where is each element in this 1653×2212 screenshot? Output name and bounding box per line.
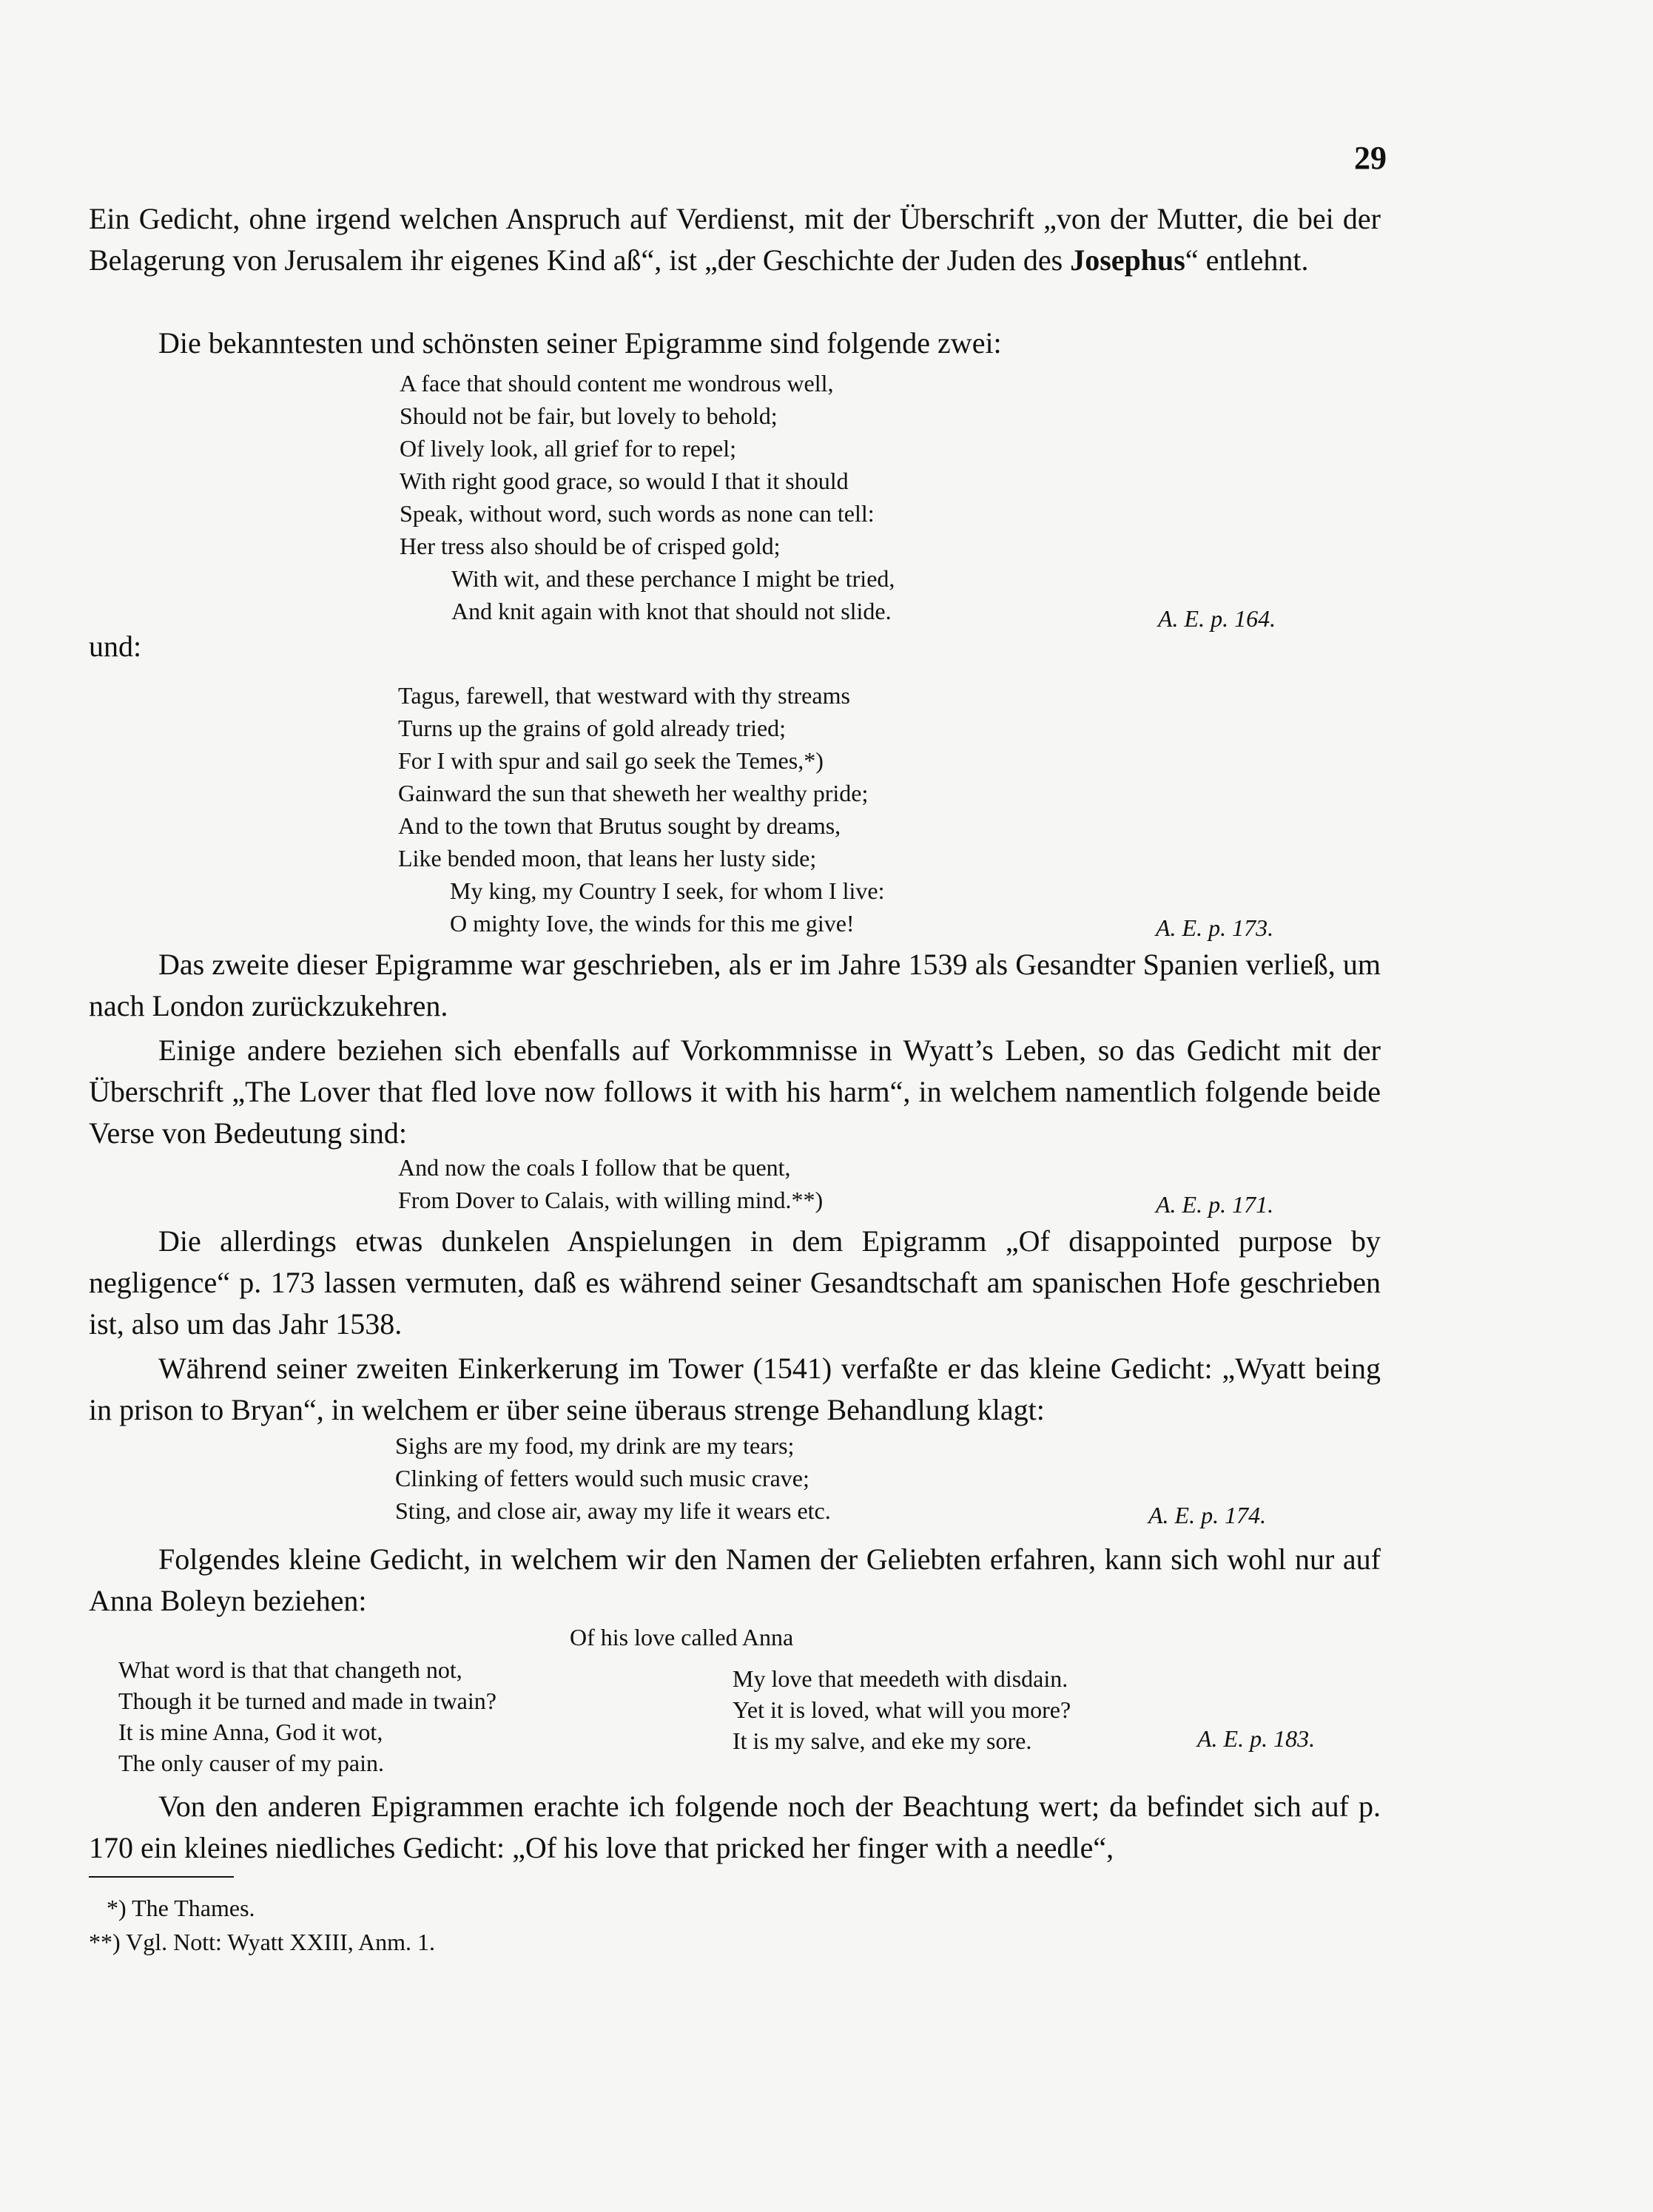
verse-line: Of lively look, all grief for to repel; bbox=[400, 435, 736, 462]
poem-title-anna: Of his love called Anna bbox=[570, 1624, 794, 1650]
footnote-rule bbox=[89, 1876, 234, 1878]
paragraph-needle: Von den anderen Epigrammen erachte ich folgende noch der Beachtung wert; da befindet sich auf p. 170 ein kleines niedliches Gedicht: „Of his love that pricked her finger with a needle“, bbox=[89, 1790, 1381, 1864]
paragraph-text: Ein Gedicht, ohne irgend welchen Anspruch auf Verdienst, mit der Überschrift „von der Mutter, die bei der Belagerung von Jerusalem ihr eigenes Kind aß“, ist „der Geschichte der Juden des bbox=[89, 202, 1381, 277]
verse-line: And to the town that Brutus sought by dreams, bbox=[398, 812, 841, 839]
reference-ae-164: A. E. p. 164. bbox=[1158, 605, 1276, 632]
verse-line: My king, my Country I seek, for whom I live: bbox=[450, 877, 885, 904]
verse-line: Yet it is loved, what will you more? bbox=[733, 1696, 1071, 1723]
verse-line: From Dover to Calais, with willing mind.**) bbox=[398, 1187, 824, 1213]
paragraph-text: “ entlehnt. bbox=[1185, 243, 1309, 277]
verse-line: Turns up the grains of gold already tried; bbox=[398, 715, 787, 741]
verse-line: Tagus, farewell, that westward with thy streams bbox=[398, 682, 850, 709]
verse-line: Should not be fair, but lovely to behold; bbox=[400, 402, 778, 429]
footnotes bbox=[89, 1891, 435, 1959]
verse-line: And knit again with knot that should not slide. bbox=[451, 598, 892, 624]
paragraph-negligence: Die allerdings etwas dunkelen Anspielungen in dem Epigramm „Of disappointed purpose by negligence“ p. 173 lassen vermuten, daß es während seiner Gesandtschaft am spanischen Hofe geschrieben ist, also um das Jahr 1538. bbox=[89, 1224, 1381, 1341]
verse-line: And now the coals I follow that be quent, bbox=[398, 1154, 791, 1181]
verse-line: Though it be turned and made in twain? bbox=[118, 1687, 496, 1714]
paragraph-anna-intro: Folgendes kleine Gedicht, in welchem wir den Namen der Geliebten erfahren, kann sich wohl nur auf Anna Boleyn beziehen: bbox=[89, 1542, 1381, 1617]
verse-line: It is my salve, and eke my sore. bbox=[733, 1727, 1032, 1754]
connector-und: und: bbox=[89, 630, 142, 663]
verses-prison bbox=[395, 1429, 831, 1527]
reference-ae-173: A. E. p. 173. bbox=[1156, 914, 1274, 941]
reference-ae-171: A. E. p. 171. bbox=[1156, 1191, 1274, 1218]
paragraph-epigramme-intro: Die bekanntesten und schönsten seiner Epigramme sind folgende zwei: bbox=[158, 326, 1002, 360]
verse-line: Sting, and close air, away my life it wears etc. bbox=[395, 1497, 831, 1524]
verse-line: It is mine Anna, God it wot, bbox=[118, 1719, 383, 1745]
verse-line: Clinking of fetters would such music crave; bbox=[395, 1465, 809, 1491]
verse-line: With wit, and these perchance I might be tried, bbox=[451, 565, 895, 592]
verse-line: With right good grace, so would I that it should bbox=[400, 468, 849, 494]
anna-poem-left-column bbox=[118, 1654, 496, 1778]
reference-ae-183: A. E. p. 183. bbox=[1197, 1725, 1316, 1752]
verse-line: Gainward the sun that sheweth her wealthy pride; bbox=[398, 780, 869, 806]
bold-name-josephus: Josephus bbox=[1070, 243, 1185, 277]
footnote: **) Vgl. Nott: Wyatt XXIII, Anm. 1. bbox=[89, 1929, 435, 1955]
reference-ae-174: A. E. p. 174. bbox=[1148, 1502, 1267, 1528]
verse-line: Her tress also should be of crisped gold; bbox=[400, 533, 781, 559]
anna-poem-right-column bbox=[733, 1663, 1071, 1756]
paragraph-prison: Während seiner zweiten Einkerkerung im Tower (1541) verfaßte er das kleine Gedicht: „Wyatt being in prison to Bryan“, in welchem er über seine überaus strenge Behandlung klagt: bbox=[89, 1352, 1381, 1426]
verse-line: Speak, without word, such words as none can tell: bbox=[400, 500, 875, 527]
verse-line: Sighs are my food, my drink are my tears; bbox=[395, 1432, 795, 1459]
verse-line: What word is that that changeth not, bbox=[118, 1656, 462, 1683]
verse-line: My love that meedeth with disdain. bbox=[733, 1665, 1068, 1692]
epigram-tagus bbox=[398, 679, 884, 940]
verse-line: For I with spur and sail go seek the Temes,*) bbox=[398, 747, 824, 774]
footnote: *) The Thames. bbox=[107, 1895, 255, 1921]
verse-line: The only causer of my pain. bbox=[118, 1750, 384, 1776]
paragraph-lover: Einige andere beziehen sich ebenfalls auf Vorkommnisse in Wyatt’s Leben, so das Gedicht mit der Überschrift „The Lover that fled love now follows it with his harm“, in welchem namentlich folgende beide Verse von Bedeutung sind: bbox=[89, 1033, 1381, 1150]
verse-line: A face that should content me wondrous well, bbox=[400, 370, 834, 397]
verse-line: O mighty Iove, the winds for this me give! bbox=[450, 910, 855, 937]
epigram-face bbox=[400, 367, 895, 627]
page-number: 29 bbox=[1354, 140, 1387, 176]
verses-lover bbox=[398, 1151, 823, 1216]
paragraph-josephus bbox=[89, 198, 1381, 281]
paragraph-1539: Das zweite dieser Epigramme war geschrieben, als er im Jahre 1539 als Gesandter Spanien verließ, um nach London zurückzukehren. bbox=[89, 948, 1381, 1022]
verse-line: Like bended moon, that leans her lusty side; bbox=[398, 845, 817, 871]
